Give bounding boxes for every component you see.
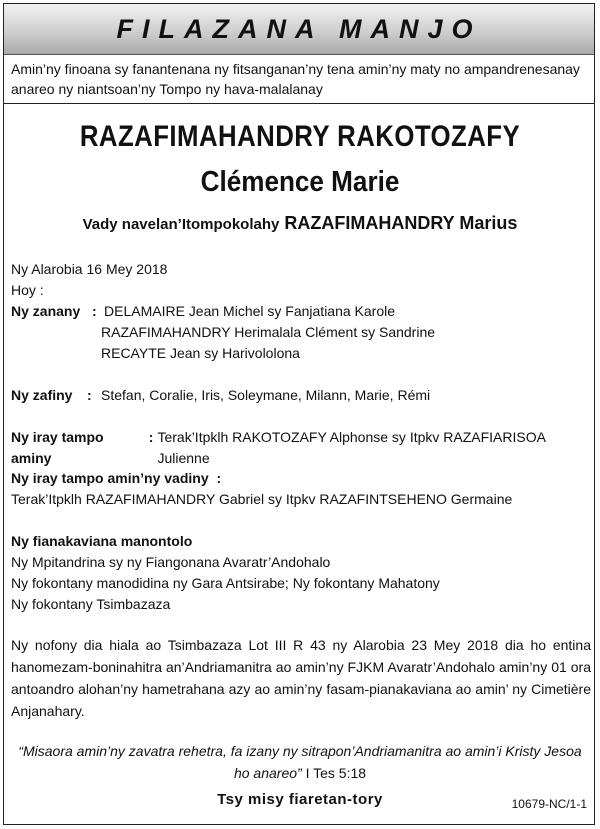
quote-text: “Misaora amin’ny zavatra rehetra, fa izany ny sitrapon’Andriamanitra ao amin’i Kristy Jesoa ho anareo” [18,743,582,781]
inlaws-value: Terak’Itpklh RAZAFIMAHANDRY Gabriel sy Itpkv RAZAFINTSEHENO Germaine [11,491,513,507]
footer-note: Tsy misy fiaretan-tory [217,791,383,808]
children-label: Ny zanany [11,303,81,319]
grandchildren-value: Stefan, Coralie, Iris, Soleymane, Milann, Marie, Rémi [101,387,431,403]
siblings-label: Ny iray tampo aminy [11,429,104,466]
inlaws-sep: : [216,470,222,486]
siblings-value: Terak’Itpklh RAKOTOZAFY Alphonse sy Itpkv RAZAFIARISOA Julienne [157,429,546,466]
family-label: Ny fianakaviana manontolo [11,533,193,549]
hoy-line: Hoy : [11,282,44,298]
grandchildren-label: Ny zafiny [11,387,73,403]
deceased-name-line2: Clémence Marie [200,166,400,198]
children-item-3: RECAYTE Jean sy Harivololona [101,345,300,361]
widow-line [0,213,600,234]
date-line: Ny Alarobia 16 Mey 2018 [11,261,168,277]
bible-quote [11,740,589,784]
intro-text: Amin’ny finoana sy fanantenana ny fitsanganan’ny tena amin’ny maty no ampandrenesanay anareo ny niantsoan’ny Tompo ny hava-malalanay [11,61,580,97]
grandchildren-sep: : [87,387,92,403]
children-row-1 [11,301,591,322]
siblings-block [11,427,591,469]
children-item-1: DELAMAIRE Jean Michel sy Fanjatiana Karole [104,303,396,319]
divider [4,103,594,104]
family-item-1: Ny Mpitandrina sy ny Fiangonana Avaratr’Andohalo [11,554,331,570]
funeral-announcement: Ny nofony dia hiala ao Tsimbazaza Lot III R 43 ny Alarobia 23 Mey 2018 dia ho entina hanomezam-boninahitra an’Andriamanitra ao amin’ny FJKM Avaratr’Andohalo amin’ny 01 ora antoandro alohan’ny hametrahana azy ao amin’ny fasam-pianakaviana ao amin’ ny Cimetière Anjanahary. [11,637,591,719]
header-banner [4,4,594,55]
children-block [11,301,591,364]
grandchildren-block [11,385,591,406]
siblings-sep: : [148,429,154,445]
widow-name: RAZAFIMAHANDRY Marius [284,213,518,233]
family-item-3: Ny fokontany Tsimbazaza [11,596,171,612]
header-title: FILAZANA MANJO [116,14,482,44]
reference-number: 10679-NC/1-1 [511,797,587,811]
quote-reference: I Tes 5:18 [301,765,367,781]
children-sep: : [92,303,97,319]
family-block [11,531,591,615]
inlaws-block [11,468,591,510]
deceased-name-line1: RAZAFIMAHANDRY RAKOTOZAFY [79,120,521,153]
inlaws-label: Ny iray tampo amin’ny vadiny [11,470,209,486]
family-item-2: Ny fokontany manodidina ny Gara Antsirabe; Ny fokontany Mahatony [11,575,440,591]
date-block [11,259,591,301]
widow-prefix: Vady navelan’Itompokolahy [82,216,280,233]
children-item-2: RAZAFIMAHANDRY Herimalala Clément sy Sandrine [101,324,436,340]
